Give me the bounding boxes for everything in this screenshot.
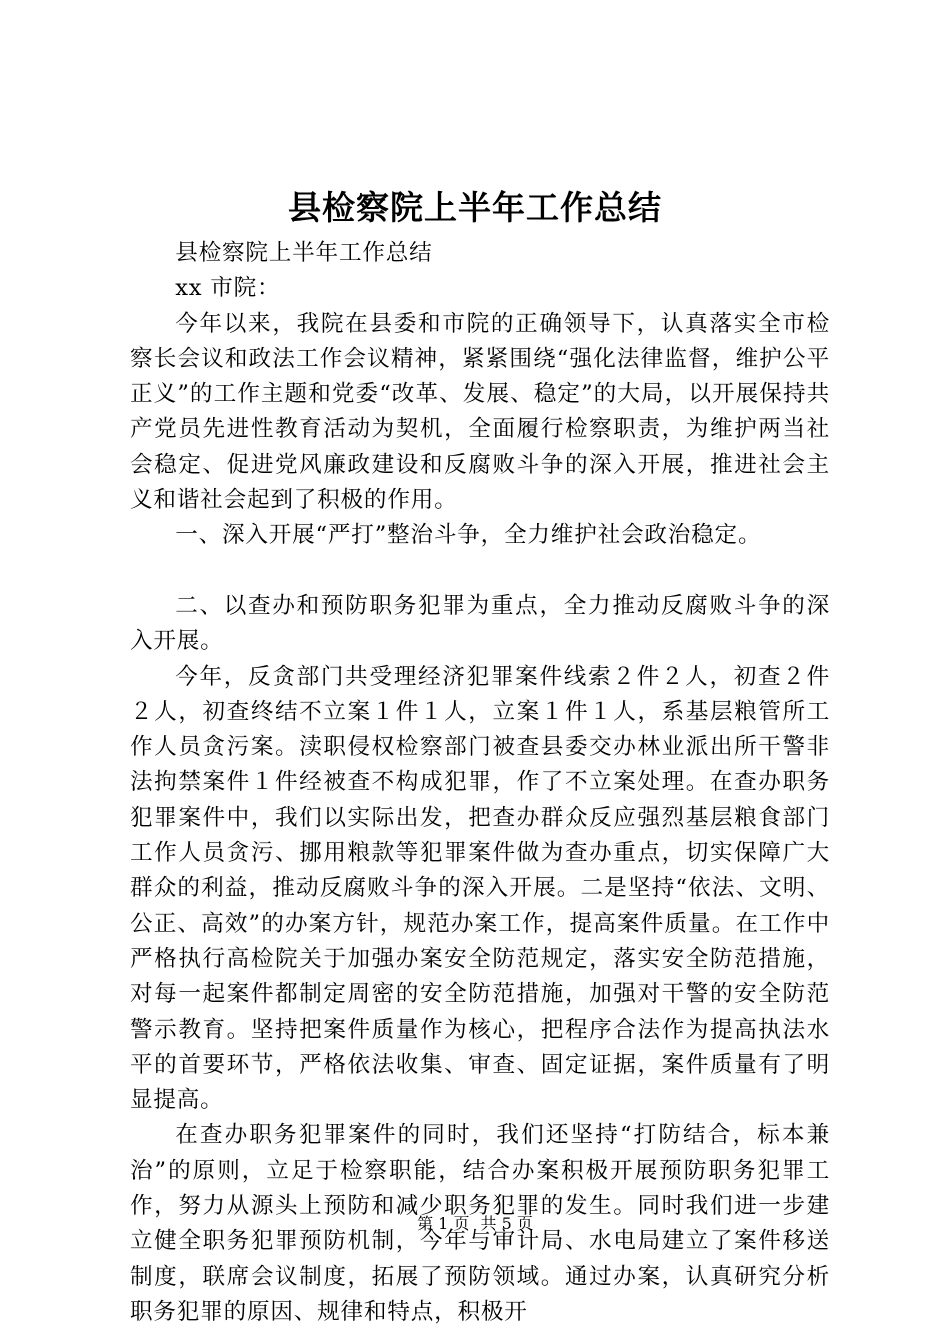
- body-paragraph: 今年，反贪部门共受理经济犯罪案件线索２件２人，初查２件２人，初查终结不立案１件１人，立案１件１人，系基层粮管所工作人员贪污案。渎职侵权检察部门被查县委交办林业派出所干警非法拘禁案件１件经被查不构成犯罪，作了不立案处理。在查办职务犯罪案件中，我们以实际出发，把查办群众反应强烈基层粮食部门工作人员贪污、挪用粮款等犯罪案件做为查办重点，切实保障广大群众的利益，推动反腐败斗争的深入开展。二是坚持“依法、文明、公正、高效”的办案方针，规范办案工作，提高案件质量。在工作中严格执行高检院关于加强办案安全防范规定，落实安全防范措施，对每一起案件都制定周密的安全防范措施，加强对干警的安全防范警示教育。坚持把案件质量作为核心，把程序合法作为提高执法水平的首要环节，严格依法收集、审查、固定证据，案件质量有了明显提高。: [130, 663, 830, 1114]
- page-number: 第 1 页: [417, 1214, 470, 1233]
- intro-paragraph: 今年以来，我院在县委和市院的正确领导下，认真落实全市检察长会议和政法工作会议精神，紧紧围绕“强化法律监督，维护公平正义”的工作主题和党委“改革、发展、稳定”的大局，以开展保持共产党员先进性教育活动为契机，全面履行检察职责，为维护两当社会稳定、促进党风廉政建设和反腐败斗争的深入开展，推进社会主义和谐社会起到了积极的作用。: [130, 310, 830, 514]
- page-footer: [0, 1214, 950, 1234]
- salutation-paragraph: xx 市院：: [175, 275, 281, 302]
- document-title: 县检察院上半年工作总结: [288, 188, 662, 227]
- section-heading-2: 二、以查办和预防职务犯罪为重点，全力推动反腐败斗争的深入开展。: [130, 592, 830, 655]
- blank-line: [130, 554, 830, 589]
- page-total: 共 5 页: [480, 1214, 533, 1233]
- body-paragraph: 在查办职务犯罪案件的同时，我们还坚持“打防结合，标本兼治”的原则，立足于检察职能，结合办案积极开展预防职务犯罪工作，努力从源头上预防和减少职务犯罪的发生。同时我们进一步建立健全职务犯罪预防机制，今年与审计局、水电局建立了案件移送制度，联席会议制度，拓展了预防领域。通过办案，认真研究分析职务犯罪的原因、规律和特点，积极开: [130, 1122, 830, 1325]
- section-heading-1: 一、深入开展“严打”整治斗争，全力维护社会政治稳定。: [175, 522, 762, 549]
- subtitle-paragraph: 县检察院上半年工作总结: [175, 240, 433, 266]
- document-body: [130, 236, 830, 1330]
